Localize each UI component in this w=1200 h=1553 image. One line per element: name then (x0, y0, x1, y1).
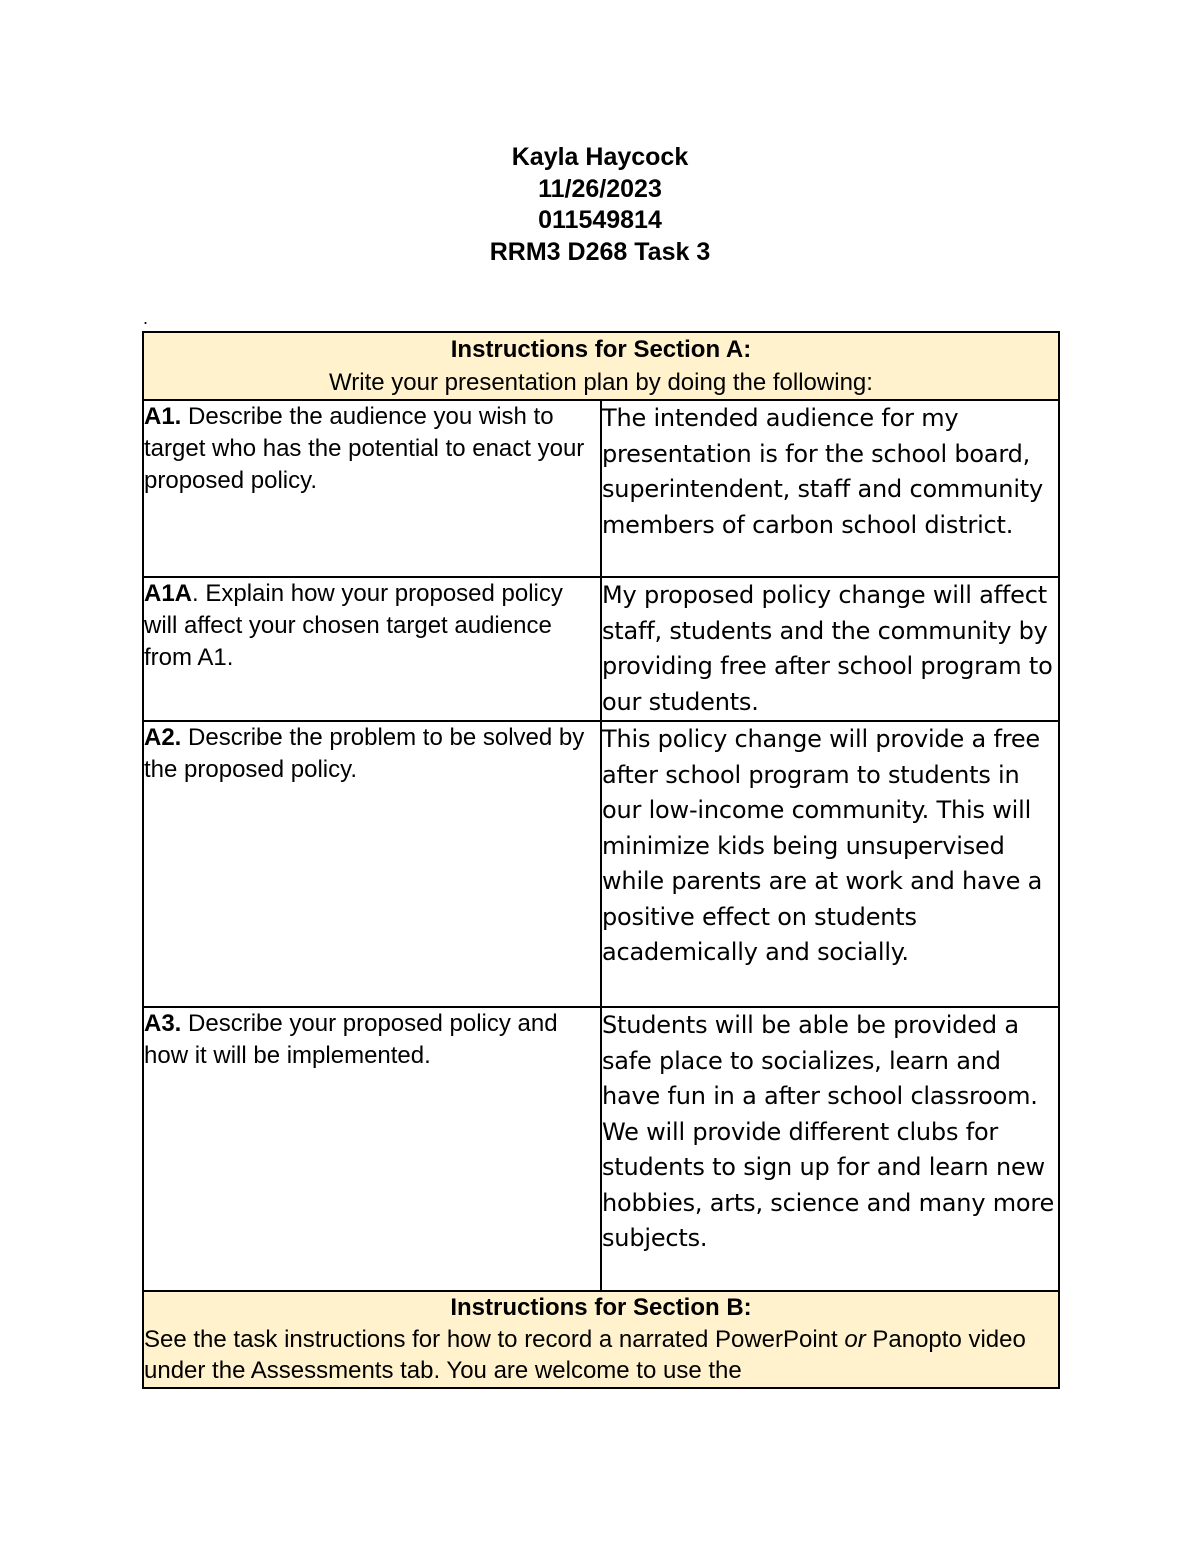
section-a-title: Instructions for Section A: (450, 336, 752, 363)
section-b-text-after: Panopto video under the Assessments tab. You are welcome to use the (144, 1325, 1026, 1384)
question-cell (143, 1007, 601, 1291)
section-a-instructions-row (143, 332, 1059, 400)
table-row (143, 721, 1059, 1007)
author-name: Kayla Haycock (511, 143, 689, 171)
section-a-subtitle: Write your presentation plan by doing the following: (329, 369, 873, 396)
question-label: A2. (144, 724, 182, 751)
section-b-text (144, 1324, 1058, 1387)
question-label: A1A (144, 580, 193, 607)
section-b-text-italic: or (844, 1325, 866, 1353)
course-title: RRM3 D268 Task 3 (489, 237, 711, 266)
section-b-instructions (143, 1291, 1059, 1388)
question-text: Describe the problem to be solved by the proposed policy. (144, 724, 585, 783)
stray-mark: . (143, 308, 149, 328)
answer-cell: The intended audience for my presentation is for the school board, superintendent, staff and community members of carbon school district. (601, 400, 1059, 577)
table-row (143, 1007, 1059, 1291)
question-label: A1. (144, 403, 182, 430)
answer-cell: Students will be able be provided a safe place to socializes, learn and have fun in a after school classroom. We will provide different clubs for students to sign up for and learn new hobbies, arts, science and many more subjects. (601, 1007, 1059, 1291)
section-a-instructions (143, 332, 1059, 400)
document-header (0, 142, 1200, 268)
question-cell (143, 400, 601, 577)
question-cell (143, 577, 601, 721)
section-b-instructions-row (143, 1291, 1059, 1388)
document-date: 11/26/2023 (538, 174, 662, 203)
question-text: . Explain how your proposed policy will affect your chosen target audience from A1. (144, 580, 563, 671)
question-label: A3. (144, 1010, 182, 1037)
student-id: 011549814 (538, 206, 662, 234)
table-row (143, 577, 1059, 721)
answer-cell: This policy change will provide a free after school program to students in our low-income community. This will minimize kids being unsupervised while parents are at work and have a positive effect on students academically and socially. (601, 721, 1059, 1007)
question-text: Describe your proposed policy and how it will be implemented. (144, 1010, 558, 1069)
question-cell (143, 721, 601, 1007)
section-b-text-before: See the task instructions for how to record a narrated PowerPoint (144, 1325, 845, 1353)
table-row (143, 400, 1059, 577)
presentation-plan-table (142, 331, 1060, 1389)
section-b-title: Instructions for Section B: (450, 1294, 752, 1321)
answer-cell: My proposed policy change will affect staff, students and the community by providing free after school program to our students. (601, 577, 1059, 721)
question-text: Describe the audience you wish to target who has the potential to enact your proposed policy. (144, 403, 585, 494)
